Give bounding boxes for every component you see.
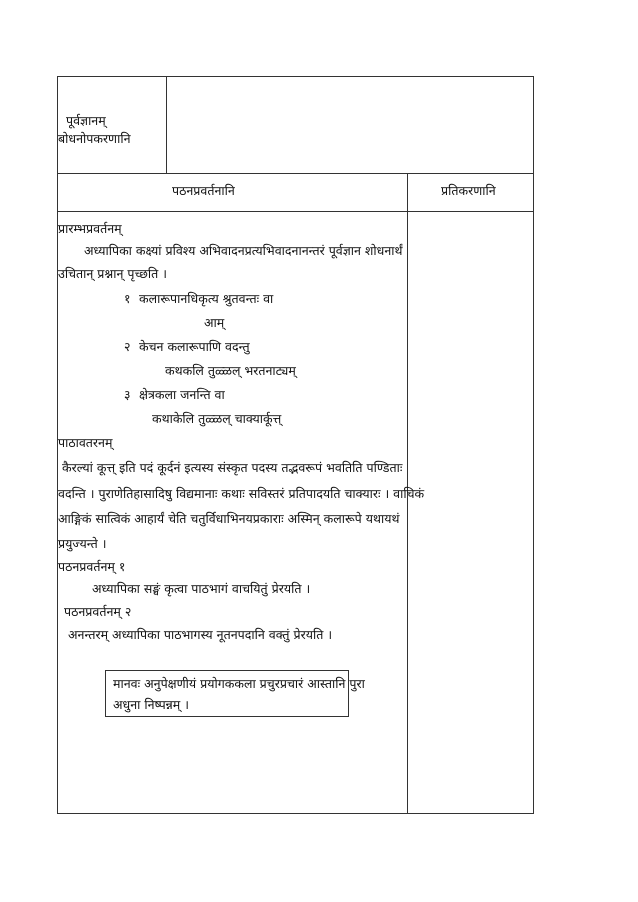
intro-heading: प्रारम्भप्रवर्तनम् xyxy=(58,221,122,236)
reading-heading: पाठावतरनम् xyxy=(58,435,113,450)
question-2-number: २ xyxy=(124,339,131,354)
reading-line-2: वदन्ति । पुराणेतिहासादिषु विद्यमानाः कथाः सविस्तरं प्रतिपादयति चाक्यारः । वाचिकं xyxy=(58,486,425,501)
summary-line-2: अधुना निष्पन्नम् । xyxy=(113,697,189,712)
reading-line-1: कैरल्यां कूत्त् इति पदं कूर्दनं इत्यस्य संस्कृत पदस्य तद्भवरूपं भवतिति पण्डिताः xyxy=(62,460,403,475)
reading-activities-header: पठनप्रवर्तनानि xyxy=(172,183,235,198)
intro-line-2: उचितान् प्रश्नान् पृच्छति । xyxy=(58,266,167,281)
responses-header: प्रतिकरणानि xyxy=(441,183,496,198)
answer-3-text: कथाकेलि तुळ्ळल् चाक्यार्कूत्त् xyxy=(152,411,282,426)
header-row-divider xyxy=(57,211,534,212)
question-3-number: ३ xyxy=(124,387,131,402)
step-2-text: अनन्तरम् अध्यापिका पाठभागस्य नूतनपदानि वक्तुं प्रेरयति । xyxy=(68,627,333,642)
top-table-divider xyxy=(166,76,167,174)
summary-line-1: मानवः अनुपेक्षणीयं प्रयोगककला प्रचुरप्रचारं आस्तानि पुरा xyxy=(113,676,365,691)
step-2-heading: पठनप्रवर्तनम् २ xyxy=(64,604,132,619)
previous-knowledge-label: पूर्वज्ञानम् xyxy=(66,113,106,128)
question-2-text: केचन कलारूपाणि वदन्तु xyxy=(139,339,250,354)
reading-line-3: आङ्गिकं सात्विकं आहार्यं चेति चतुर्विधाभिनयप्रकाराः अस्मिन् कलारूपे यथायथं xyxy=(58,511,400,526)
question-1-number: १ xyxy=(124,291,131,306)
question-1-text: कलारूपानधिकृत्य श्रुतवन्तः वा xyxy=(139,291,274,306)
teaching-aids-label: बोधनोपकरणानि xyxy=(58,131,131,146)
reading-line-4: प्रयुज्यन्ते । xyxy=(58,536,107,551)
answer-2-text: कथकलि तुळ्ळल् भरतनाट्यम् xyxy=(165,363,296,378)
step-1-text: अध्यापिका सङ्घं कृत्वा पाठभागं वाचयितुं प्रेरयति । xyxy=(92,581,311,596)
step-1-heading: पठनप्रवर्तनम् १ xyxy=(58,559,126,574)
answer-1-text: आम् xyxy=(204,315,225,330)
question-3-text: क्षेत्रकला जनन्ति वा xyxy=(139,387,225,402)
intro-line-1: अध्यापिका कक्ष्यां प्रविश्य अभिवादनप्रत्यभिवादनानन्तरं पूर्वज्ञान शोधनार्थं xyxy=(84,243,403,258)
top-table xyxy=(57,76,534,174)
